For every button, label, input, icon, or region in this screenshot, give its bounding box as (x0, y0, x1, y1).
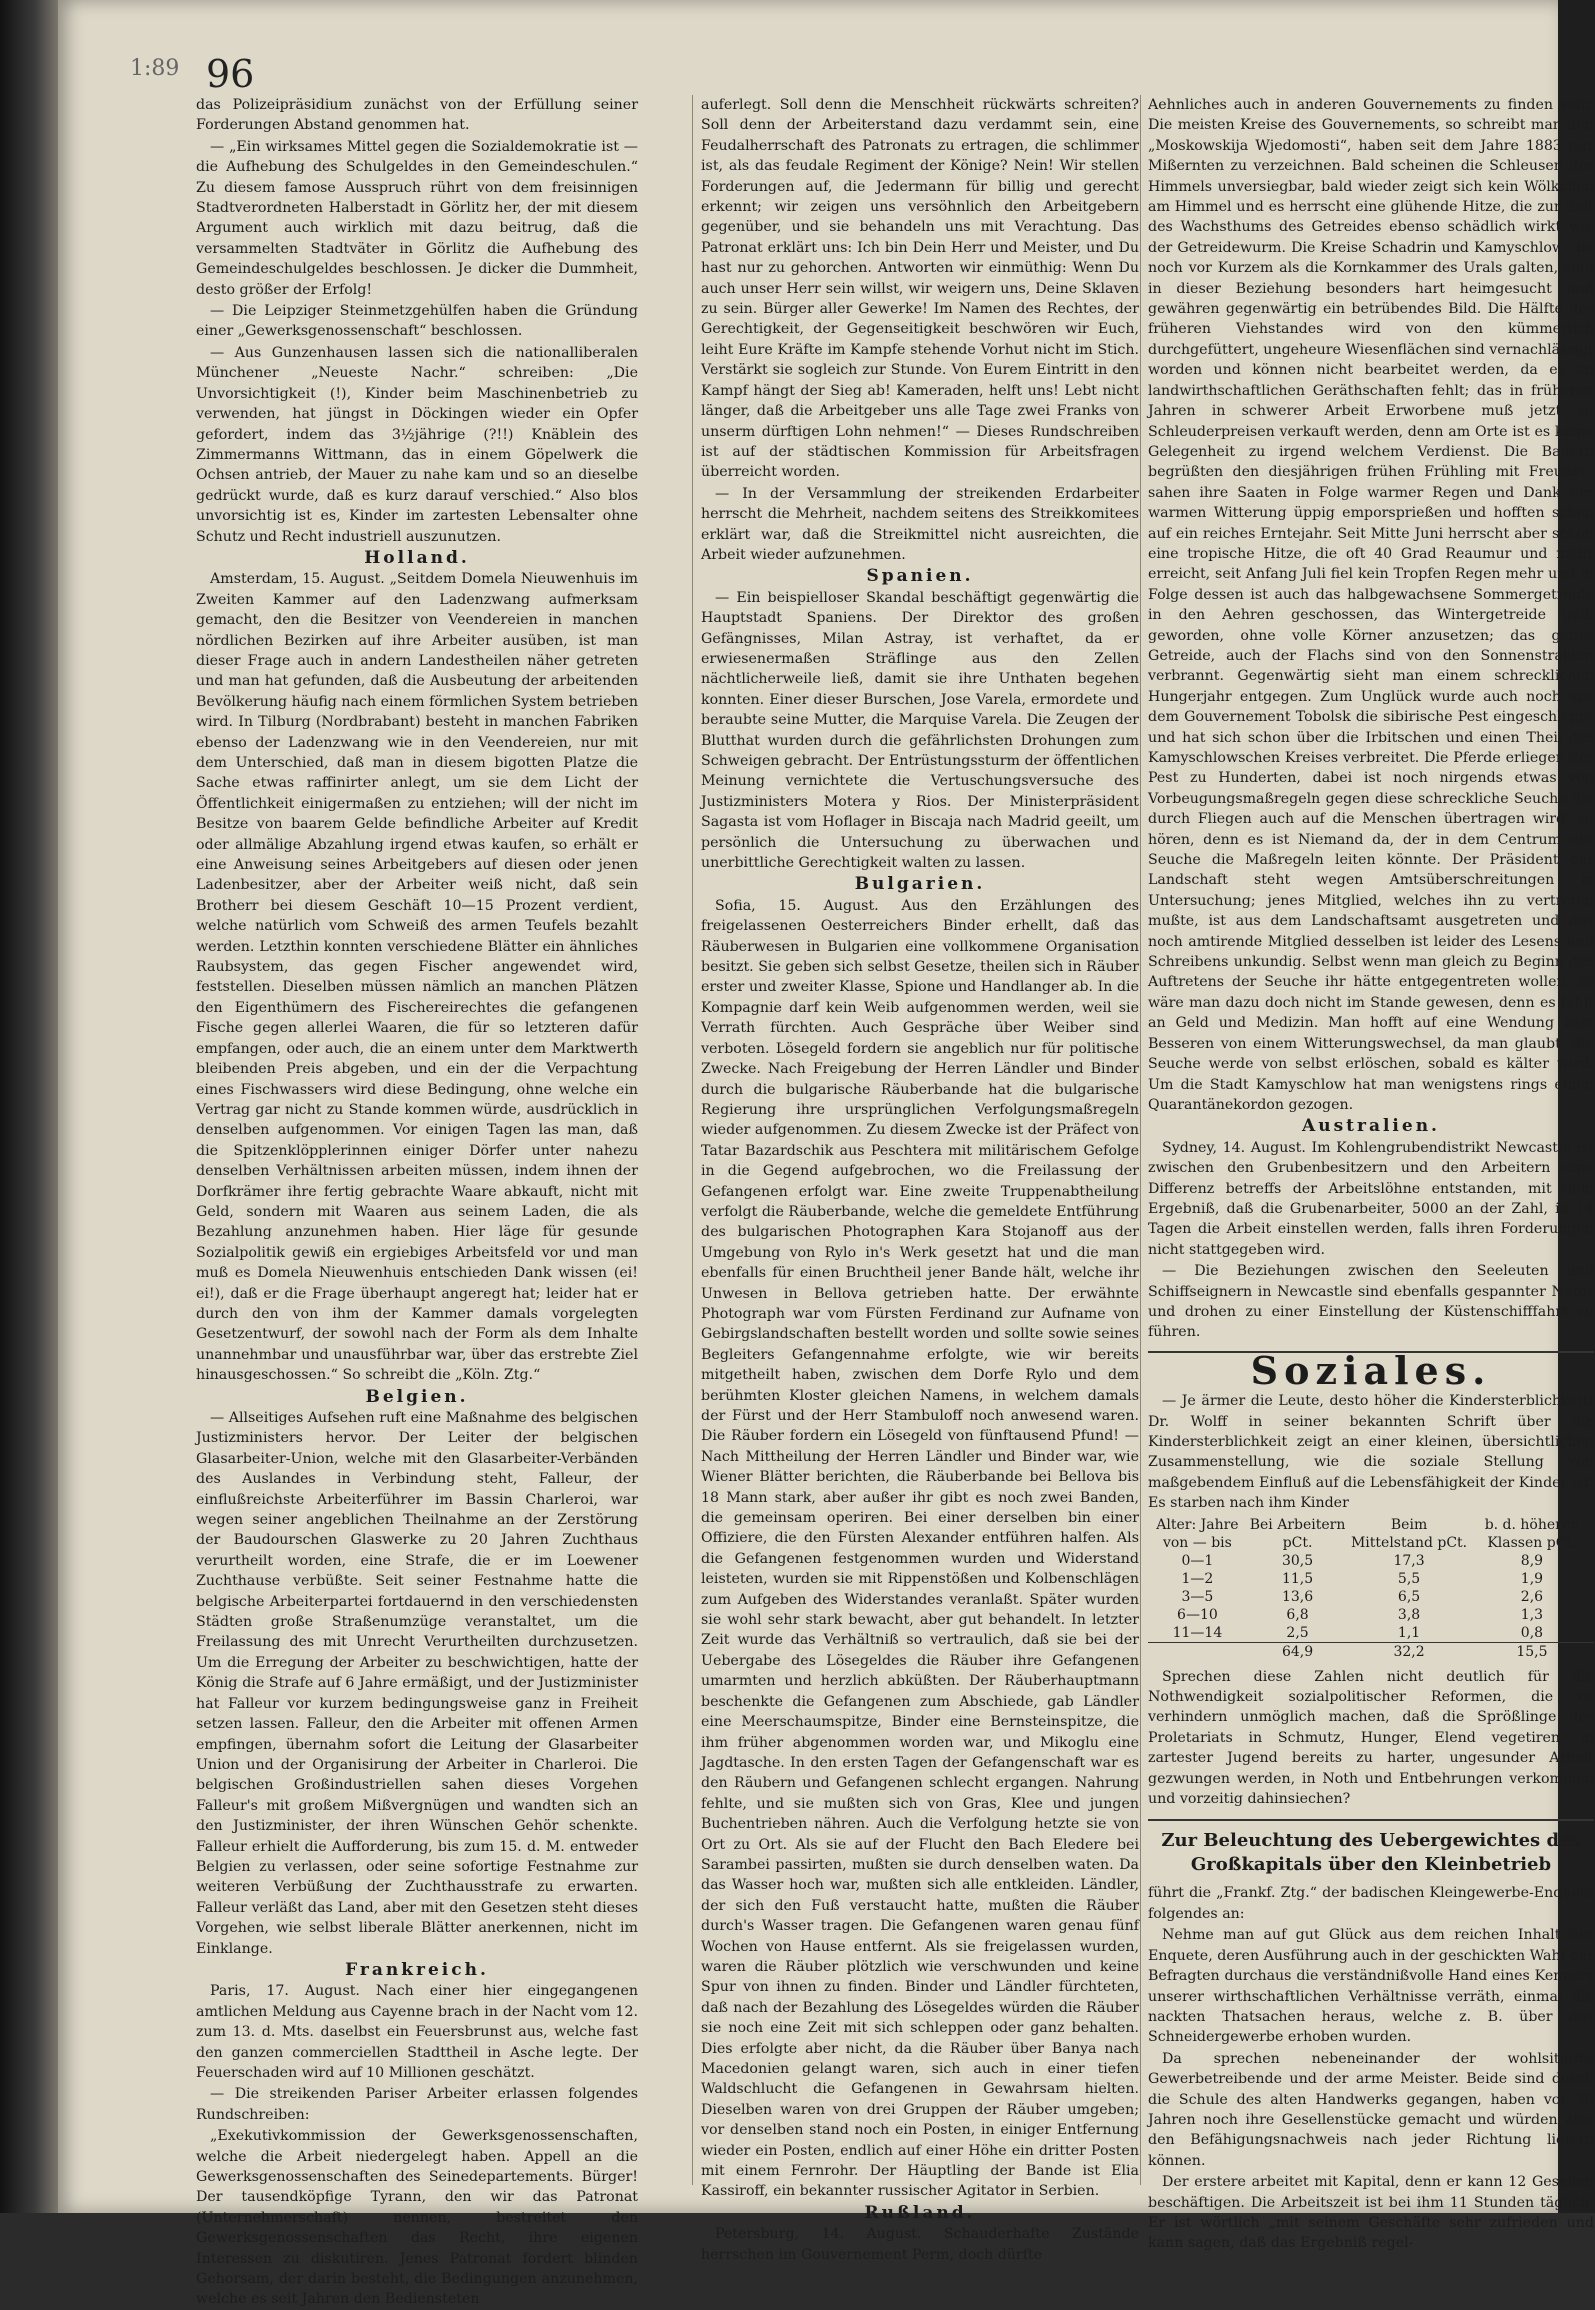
table-cell: 1,3 (1520, 1606, 1544, 1623)
paragraph: — Je ärmer die Leute, desto höher die Kindersterblichkeit! Dr. Wolff in seiner bekannten Schrift über die Kindersterblichkeit zeigt an einer kleinen, übersichtlichen Zusammenstellung, wie die soziale Stellung von maßgebendem Einfluß auf die Lebensfähigkeit der Kinder ist. Es starben nach ihm Kinder (1148, 1393, 1594, 1512)
column-3 (1148, 95, 1594, 2252)
section-heading: Holland. (364, 547, 470, 568)
table-row (1148, 1588, 1594, 1606)
table-cell (1148, 1642, 1247, 1661)
paragraph: — Die Leipziger Steinmetzgehülfen haben die Gründung einer „Gewerksgenossenschaft“ beschlossen. (196, 303, 638, 340)
section-heading: Australien. (1302, 1116, 1440, 1137)
table-cell: 11—14 (1172, 1624, 1223, 1641)
paragraph: Petersburg, 14. August. Schauderhafte Zustände herrschen im Gouvernement Perm, doch dürfte (701, 2226, 1139, 2263)
section-heading: Frankreich. (345, 1959, 489, 1980)
table-total-row (1148, 1642, 1594, 1661)
section-heading-soziales: Soziales. (1148, 1351, 1594, 1381)
table-header: Alter: Jahre von — bis (1156, 1516, 1239, 1551)
paragraph: Sprechen diese Zahlen nicht deutlich für die Nothwendigkeit sozialpolitischer Reformen, die es verhindern unmöglich machen, daß die Sprößlinge des Proletariats in Schmutz, Hunger, Elend vegetiren, in zartester Jugend bereits zu harter, ungesunder Arbeit gezwungen werden, in Noth und Entbehrungen verkommen und vorzeitig dahinsiechen? (1148, 1668, 1594, 1808)
paragraph: Aehnliches auch in anderen Gouvernements zu finden sein. Die meisten Kreise des Gouvernements, so schreibt man den „Moskowskija Wjedomosti“, haben seit dem Jahre 1883 nur Mißernten zu verzeichnen. Bald scheinen die Schleusen des Himmels unversiegbar, bald wieder zeigt sich kein Wölkchen am Himmel und es herrscht eine glühende Hitze, die zur Zeit des Wachsthums des Getreides ebenso schädlich wirkt wie der Getreidewurm. Die Kreise Schadrin und Kamyschlow, die noch vor Kurzem als die Kornkammer des Urals galten, sind in dieser Beziehung besonders hart heimgesucht und gewähren gegenwärtig ein betrübendes Bild. Die Hälfte des früheren Viehstandes wird von den kümmerlich durchgefüttert, ungeheure Wiesenflächen sind vernachlässigt worden und können nicht bearbeitet werden, da es an landwirthschaftlichen Geräthschaften fehlt; das in früheren Jahren in schwerer Arbeit Erworbene muß jetzt zu Schleuderpreisen verkauft werden, denn am Orte ist es keine Gelegenheit zu irgend welchem Verdienst. Die Bauern begrüßten den diesjährigen frühen Frühling mit Freuden, sahen ihre Saaten in Folge warmer Regen und Dank der warmen Witterung üppig emporsprießen und hofften schon auf ein reiches Erntejahr. Seit Mitte Juni herrscht aber schon eine tropische Hitze, die oft 40 Grad Reaumur und mehr erreicht, seit Anfang Juli fiel kein Tropfen Regen mehr und in Folge dessen ist auch das halbgewachsene Sommergetreide in den Aehren geschossen, das Wintergetreide gelb geworden, ohne volle Körner anzusetzen; das ganze Getreide, auch der Flachs sind von den Sonnenstrahlen verbrannt. Gegenwärtig sieht man einem schrecklichen Hungerjahr entgegen. Zum Unglück wurde auch noch aus dem Gouvernement Tobolsk die sibirische Pest eingeschleppt und hat sich schon über die Irbitschen und einen Theil des Kamyschlowschen Kreises verbreitet. Die Pferde erliegen der Pest zu Hunderten, dabei ist noch nirgends etwas von Vorbeugungsmaßregeln gegen diese schreckliche Seuche die durch Fliegen auch auf die Menschen übertragen wird, zu hören, denn es ist Niemand da, der in dem Centrum der Seuche die Maßregeln leiten könnte. Der Präsident der Landschaft steht wegen Amtsüberschreitungen in Untersuchung; jenes Mitglied, welches ihn zu vertreten mußte, ist aus dem Landschaftsamt ausgetreten und das noch amtirende Mitglied desselben ist leider des Lesens und Schreibens unkundig. Selbst wenn man gleich zu Beginn des Auftretens der Seuche ihr hätte entgegentreten wollen, so wäre man dazu doch nicht im Stande gewesen, denn es fehlt an Geld und Medizin. Man hofft auf eine Wendung zum Besseren von einem Witterungswechsel, da man glaubt, die Seuche werde von selbst erlöschen, sobald es kälter wird. Um die Stadt Kamyschlow hat man wenigstens rings einen Quarantänekordon gezogen. (1148, 97, 1594, 1113)
paragraph: auferlegt. Soll denn die Menschheit rückwärts schreiten? Soll denn der Arbeiterstand dazu verdammt sein, eine Feudalherrschaft des Patronats zu ertragen, die schlimmer ist, als das feudale Regiment der Könige? Nein! Wir stellen Forderungen auf, die Jedermann für billig und gerecht erkennt; wir zeigen uns versöhnlich den Arbeitgebern gegenüber, und sie behandeln uns mit Verachtung. Das Patronat erklärt uns: Ich bin Dein Herr und Meister, und Du hast nur zu gehorchen. Antworten wir einmüthig: Wenn Du auch unser Herr sein willst, wir weigern uns, Deine Sklaven zu sein. Bürger aller Gewerke! Im Namen des Rechtes, der Gerechtigkeit, der Gegenseitigkeit beschwören wir Euch, leiht Eure Kräfte im Kampfe stehende Vorhut nicht im Stich. Verstärkt sie sogleich zur Stunde. Von Eurem Eintritt in den Kampf hängt der Sieg ab! Kameraden, helft uns! Lebt nicht länger, daß die Arbeitgeber uns alle Tage zwei Franks von unserm dürftigen Lohn nehmen!“ — Dieses Rundschreiben ist auf der städtischen Kommission für Arbeitsfragen überreicht worden. (701, 97, 1139, 481)
table-cell: 6—10 (1177, 1606, 1218, 1623)
table-header: Beim Mittelstand pCt. (1350, 1516, 1468, 1551)
paragraph: Nehme man auf gut Glück aus dem reichen Inhalt der Enquete, deren Ausführung auch in der geschickten Wahl der Befragten durchaus die verständnißvolle Hand eines Kenners unserer wirthschaftlichen Verhältnisse verräth, einmal die nackten Thatsachen heraus, welche z. B. über das Schneidergewerbe erhoben wurden. (1148, 1927, 1594, 2046)
mortality-table (1148, 1516, 1594, 1661)
column-rule (692, 95, 693, 2185)
paragraph: — Die Beziehungen zwischen den Seeleuten und Schiffseignern in Newcastle sind ebenfalls gespannter Natur und drohen zu einer Einstellung der Küstenschifffahrt zu führen. (1148, 1263, 1594, 1341)
paragraph: — Aus Gunzenhausen lassen sich die nationalliberalen Münchener „Neueste Nachr.“ schreiben: „Die Unvorsichtigkeit (!), Kinder beim Maschinenbetrieb zu verwenden, hat jüngst in Döckingen wieder ein Opfer gefordert, indem das 3½jährige (?!!) Knäblein des Zimmermanns Wittmann, das in einem Göpelwerk die Ochsen antrieb, der Mauer zu nahe kam und so an dieselbe gedrückt wurde, daß es kurz darauf verschied.“ Also blos unvorsichtig ist es, Kinder im zartesten Lebensalter ohne Schutz und Recht industriell auszunutzen. (196, 344, 638, 545)
column-1 (196, 95, 638, 2308)
paragraph: führt die „Frankf. Ztg.“ der badischen Kleingewerbe-Enquete folgendes an: (1148, 1885, 1594, 1922)
table-cell: 13,6 (1281, 1588, 1314, 1605)
table-row (1148, 1552, 1594, 1570)
section-heading: Spanien. (866, 566, 974, 587)
table-cell: 0—1 (1181, 1552, 1214, 1569)
paragraph: — In der Versammlung der streikenden Erdarbeiter herrscht die Mehrheit, nachdem seitens des Streikkomitees erklärt war, daß die Streikmittel nicht ausreichten, die Arbeit wieder aufzunehmen. (701, 485, 1139, 563)
table-cell: 2,6 (1520, 1588, 1544, 1605)
column-2 (701, 95, 1139, 2263)
section-heading: Belgien. (365, 1386, 469, 1407)
table-cell: 15,5 (1470, 1642, 1594, 1661)
table-row (1148, 1606, 1594, 1624)
table-cell: 0,8 (1520, 1624, 1544, 1641)
table-cell: 17,3 (1393, 1552, 1425, 1569)
table-cell: 1,9 (1520, 1570, 1544, 1587)
paragraph: „Exekutivkommission der Gewerksgenossenschaften, welche die Arbeit niedergelegt haben. Appell an die Gewerksgenossenschaften des Seinedepartements. Bürger! Der tausendköpfige Tyrann, den wir das Patronat (Unternehmerschaft) nennen, bestreitet den Gewerksgenossenschaften das Recht, ihre eigenen Interessen zu diskutiren. Jenes Patronat fordert blinden Gehorsam, der darin besteht, die Bedingungen anzunehmen, welche es seit Jahren den Bediensteten (196, 2128, 638, 2308)
table-header: b. d. höheren Klassen pCt. (1484, 1516, 1580, 1551)
paragraph: — Die streikenden Pariser Arbeiter erlassen folgendes Rundschreiben: (196, 2086, 638, 2123)
table-cell: 2,5 (1286, 1624, 1309, 1641)
paragraph: Sofia, 15. August. Aus den Erzählungen des freigelassenen Oesterreichers Binder erhellt, daß das Räuberwesen in Bulgarien eine vollkommene Organisation besitzt. Sie geben sich selbst Gesetze, theilen sich in Räuber erster und zweiter Klasse, Spione und Handlanger ab. In die Kompagnie darf kein Weib aufgenommen werden, weil sie Verrath fürchten. Auch Gespräche über Weiber sind verboten. Lösegeld fordern sie angeblich nur für politische Zwecke. Nach Freigebung der Herren Ländler und Binder durch die bulgarische Räuberbande hat die bulgarische Regierung ihre ursprünglichen Verfolgungsmaßregeln wieder aufgenommen. Zu diesem Zwecke ist der Präfect von Tatar Bazardschik aus Peschtera mit militärischem Gefolge in die Gegend aufgebrochen, wo die Freilassung der Gefangenen erfolgt war. Eine zweite Truppenabtheilung verfolgt die Räuberbande, welche die gemeldete Entführung des bulgarischen Photographen Kara Stojanoff aus der Umgebung von Rylo in's Werk gesetzt hat und die man ebenfalls für einen Bruchtheil jener Bande hält, welche ihr Unwesen in Bellova getrieben hatte. Der erwähnte Photograph war vom Fürsten Ferdinand zur Aufname von Gebirgslandschaften bestellt worden und sollte sowie seines Begleiters Gefangennahme erfolgte, wie wir bereits mitgetheilt haben, zwischen dem Dorfe Rylo und dem berühmten Kloster gleichen Namens, in welchem damals der Fürst und der Herr Stambuloff noch anwesend waren. Die Räuber fordern ein Lösegeld von fünftausend Pfund! — Nach Mittheilung der Herren Ländler und Binder war, wie Wiener Blätter berichten, die Räuberbande bei Bellova bis 18 Mann stark, aber außer ihr gibt es noch zwei Banden, die gemeinsam operiren. Bei einer derselben bin einer Offiziere, die den Fürsten Alexander entführen halfen. Als die Gefangenen festgenommen wurden und Widerstand leisteten, wurden sie mit Rippenstößen und Kolbenschlägen zum Aufgeben des Widerstandes veranlaßt. Später wurden sie wohl sehr stark bewacht, aber gut behandelt. In letzter Zeit wurde das Verhältniß so vertraulich, daß sie bei der Uebergabe des Lösegeldes die Räuber ihre Gefangenen umarmten und herzlich abküßten. Der Räuberhauptmann beschenkte die Gefangenen zum Abschiede, gab Ländler eine Meerschaumspitze, Binder eine Bernsteinspitze, die ihm früher abgenommen worden war, und Mikoglu eine Jagdtasche. In den ersten Tagen der Gefangenschaft war es den Räubern und Gefangenen schlecht ergangen. Nahrung fehlte, und sie mußten sich von Gras, Klee und jungen Buchentrieben nähren. Auch die Verfolgung hetzte sie von Ort zu Ort. Als sie auf der Flucht den Bach Eledere bei Sarambei passirten, mußten sie durch denselben waten. Da das Wasser hoch war, mußten sich alle entkleiden. Ländler, der sich den Fuß verstaucht hatte, mußten die Räuber durch's Wasser tragen. Die Gefangenen waren genau fünf Wochen von Hause entfernt. Als sie freigelassen wurden, waren die Räuber plötzlich wie verschwunden und keine Spur von ihnen zu finden. Binder und Ländler fürchteten, daß nach der Bezahlung des Lösegeldes würden die Räuber sie noch eine Zeit mit sich schleppen oder ganz behalten. Dies erfolgte aber nicht, da die Räuber über Banya nach Macedonien gelangt waren, sich auch in einer tiefen Waldschlucht die Gefangenen in Gewahrsam hielten. Dieselben waren von drei Gruppen der Räuber umgeben; vor denselben stand noch ein Posten, in einiger Entfernung wieder ein Posten, endlich auf einer Höhe ein dritter Posten mit einem Fernrohr. Der Häuptling der Bande ist Elia Kassiroff, ein bekannter russischer Agitator in Serbien. (701, 897, 1139, 2200)
table-cell: 64,9 (1247, 1642, 1348, 1661)
table-cell: 32,2 (1348, 1642, 1470, 1661)
section-heading: Bulgarien. (854, 874, 986, 895)
article-title: Zur Beleuchtung des Uebergewichtes des Großkapitals über den Kleinbetrieb (1148, 1819, 1594, 1877)
paragraph: Amsterdam, 15. August. „Seitdem Domela Nieuwenhuis im Zweiten Kammer auf den Ladenzwang aufmerksam gemacht, den die Besitzer von Veendereien in manchen nördlichen Bezirken auf ihre Arbeiter ausüben, ist man dieser Frage auch in andern Landestheilen näher getreten und man hat gefunden, daß die Ausbeutung der arbeitenden Bevölkerung häufig nach einem förmlichen System betrieben wird. In Tilburg (Nordbrabant) besteht in manchen Fabriken ebenso der Ladenzwang wie in den Veendereien, nur mit dem Unterschied, daß man in diesem bigotten Platze die Sache etwas raffinirter anlegt, um sie dem Licht der Öffentlichkeit einigermaßen zu entziehen; will der nicht im Besitze von baarem Gelde befindliche Arbeiter auf Kredit oder allmälige Abzahlung irgend etwas kaufen, so erhält er eine Anweisung seines Arbeitgebers auf diesen oder jenen Ladenbesitzer, aber der Arbeiter weiß nicht, daß sein Brotherr bei diesem Geschäft 10—15 Prozent verdient, welche natürlich vom Schweiß des armen Teufels bezahlt werden. Letzthin konnten verschiedene Blätter ein ähnliches Raubsystem, das gegen Fischer angewendet wird, feststellen. Dieselben müssen nämlich an manchen Plätzen den Eigenthümern des Fischereirechtes die gefangenen Fische gegen allerlei Waaren, die für so letzteren dafür empfangen, oder auch, die an einem unter dem Marktwerth bleibenden Preis abgeben, und ein der die Verpachtung eines Fischwassers wird diese Bedingung, ohne welche ein Vertrag gar nicht zu Stande kommen würde, ausdrücklich in denselben aufgenommen. Vor einigen Tagen las man, daß die Spitzenklöpplerinnen einiger Dörfer unter nahezu denselben Verhältnissen arbeiten müssen, indem ihnen der Dorfkrämer ihre fertig gebrachte Waare abkauft, nicht mit Geld, sondern mit Waaren aus seinem Laden, die als Bezahlung anzunehmen haben. Hier läge für gesunde Sozialpolitik gewiß ein ergiebiges Arbeitsfeld vor und man muß es Domela Nieuwenhuis entschieden Dank wissen (ei! ei!), daß er die Frage überhaupt angeregt hat; leider hat er durch den von ihm der Kammer damals vorgelegten Gesetzentwurf, der sowohl nach der Form als dem Inhalte unannehmbar und unausführbar war, über das erstrebte Ziel hinausgeschossen.“ So schreibt die „Köln. Ztg.“ (196, 571, 638, 1384)
table-cell: 11,5 (1281, 1570, 1314, 1587)
table-cell: 8,9 (1520, 1552, 1544, 1569)
paragraph: Paris, 17. August. Nach einer hier eingegangenen amtlichen Meldung aus Cayenne brach in der Nacht vom 12. zum 13. d. Mts. daselbst ein Feuersbrunst aus, welche fast den ganzen commerciellen Stadttheil in Asche legte. Der Feuerschaden wird auf 10 Millionen geschätzt. (196, 1983, 638, 2081)
table-cell: 1,1 (1397, 1624, 1421, 1641)
table-cell: 5,5 (1397, 1570, 1421, 1587)
section-heading: Rußland. (864, 2202, 976, 2223)
archive-stamp: 1:89 (130, 56, 180, 81)
table-cell: 6,5 (1397, 1588, 1421, 1605)
newspaper-page (58, 0, 1594, 2308)
table-header-row (1148, 1516, 1594, 1552)
paragraph: — Allseitiges Aufsehen ruft eine Maßnahme des belgischen Justizministers hervor. Der Leiter der belgischen Glasarbeiter-Union, welche mit den Glasarbeiter-Verbänden des Auslandes in Verbindung steht, Falleur, der einflußreichste Arbeiterführer im Bassin Charleroi, war wegen seiner angeblichen Theilnahme an der Zerstörung der Baudourschen Glaswerke zu 20 Jahren Zuchthaus verurtheilt worden, eine Strafe, die er im Loewener Zuchthause verbüßte. Seit seiner Festnahme hatte die belgische Arbeiterpartei fortdauernd in den verschiedensten Städten große Straßenumzüge veranstaltet, um die Freilassung des mit Unrecht Verurtheilten durchzusetzen. Um die Erregung der Arbeiter zu beschwichtigen, hatte der König die Strafe auf 6 Jahre ermäßigt, und der Justizminister hat Falleur vor kurzem bedingungsweise ganz in Freiheit setzen lassen. Falleur, den die Arbeiter mit offenen Armen empfingen, übernahm sofort die Leitung der Glasarbeiter Union und der Organisirung der Arbeiter in Charleroi. Die belgischen Großindustriellen sahen dieses Vorgehen Falleur's mit großem Mißvergnügen und wandten sich an den Justizminister, der ihren Wünschen Gehör schenkte. Falleur erhielt die Aufforderung, bis zum 15. d. M. entweder Belgien zu verlassen, oder seine sofortige Festnahme zur weiteren Verbüßung der Zuchthausstrafe zu erwarten. Falleur verläßt das Land, aber mit den Gesetzen steht dieses Vorgehen, wie selbst liberale Blätter anerkennen, nicht im Einklange. (196, 1410, 638, 1957)
table-cell: 6,8 (1286, 1606, 1309, 1623)
paragraph: Der erstere arbeitet mit Kapital, denn er kann 12 Gesellen beschäftigen. Die Arbeitszeit ist bei ihm 11 Stunden täglich. Er ist wörtlich „mit seinem Geschäfte sehr zufrieden und kann sagen, daß das Ergebniß regel- (1148, 2174, 1594, 2252)
page-number: 96 (206, 52, 255, 96)
paragraph: das Polizeipräsidium zunächst von der Erfüllung seiner Forderungen Abstand genommen hat. (196, 97, 638, 134)
paragraph: Da sprechen nebeneinander der wohlsituirte Gewerbetreibende und der arme Meister. Beide sind durch die Schule des alten Handwerks gegangen, haben vor 30 Jahren noch ihre Gesellenstücke gemacht und würden also den Befähigungsnachweis nach jeder Richtung liefern können. (1148, 2050, 1594, 2169)
book-binding (0, 0, 58, 2213)
paragraph: — Ein beispielloser Skandal beschäftigt gegenwärtig die Hauptstadt Spaniens. Der Direktor des großen Gefängnisses, Milan Astray, ist verhaftet, da er erwiesenermaßen Sträflinge aus den Zellen nächtlicherweile ließ, damit sie ihre Unthaten begehen konnten. Einer dieser Burschen, Jose Varela, ermordete und beraubte seine Mutter, die Marquise Varela. Die Zeugen der Blutthat wurden durch die gefährlichsten Drohungen zum Schweigen gebracht. Der Entrüstungssturm der öffentlichen Meinung vernichtete die Vertuschungsversuche des Justizministers Motera y Rios. Der Ministerpräsident Sagasta ist vom Hoflager in Biscaja nach Madrid geeilt, um persönlich die Untersuchung zu überwachen und unerbittliche Gerechtigkeit walten zu lassen. (701, 589, 1139, 872)
table-cell: 30,5 (1281, 1552, 1314, 1569)
paragraph: — „Ein wirksames Mittel gegen die Sozialdemokratie ist — die Aufhebung des Schulgeldes in den Gemeindeschulen.“ Zu diesem famose Ausspruch rührt von dem freisinnigen Stadtverordneten Halberstadt in Görlitz her, der mit diesem Argument auch wirklich mit dazu beitrug, daß die versammelten Stadtväter in Görlitz die Aufhebung des Gemeindeschulgeldes beschlossen. Je dicker die Dummheit, desto größer der Erfolg! (196, 138, 638, 298)
table-row (1148, 1624, 1594, 1643)
paragraph: Sydney, 14. August. Im Kohlengrubendistrikt Newcastle ist zwischen den Grubenbesitzern und den Arbeitern eine Differenz betreffs der Arbeitslöhne entstanden, mit dem Ergebniß, daß die Grubenarbeiter, 5000 an der Zahl, in 14 Tagen die Arbeit einstellen werden, falls ihren Forderungen nicht stattgegeben wird. (1148, 1139, 1594, 1258)
table-row (1148, 1570, 1594, 1588)
table-header: Bei Arbeitern pCt. (1249, 1516, 1346, 1551)
table-cell: 1—2 (1181, 1570, 1214, 1587)
table-cell: 3—5 (1181, 1588, 1214, 1605)
column-rule (1140, 95, 1141, 2185)
table-cell: 3,8 (1397, 1606, 1421, 1623)
